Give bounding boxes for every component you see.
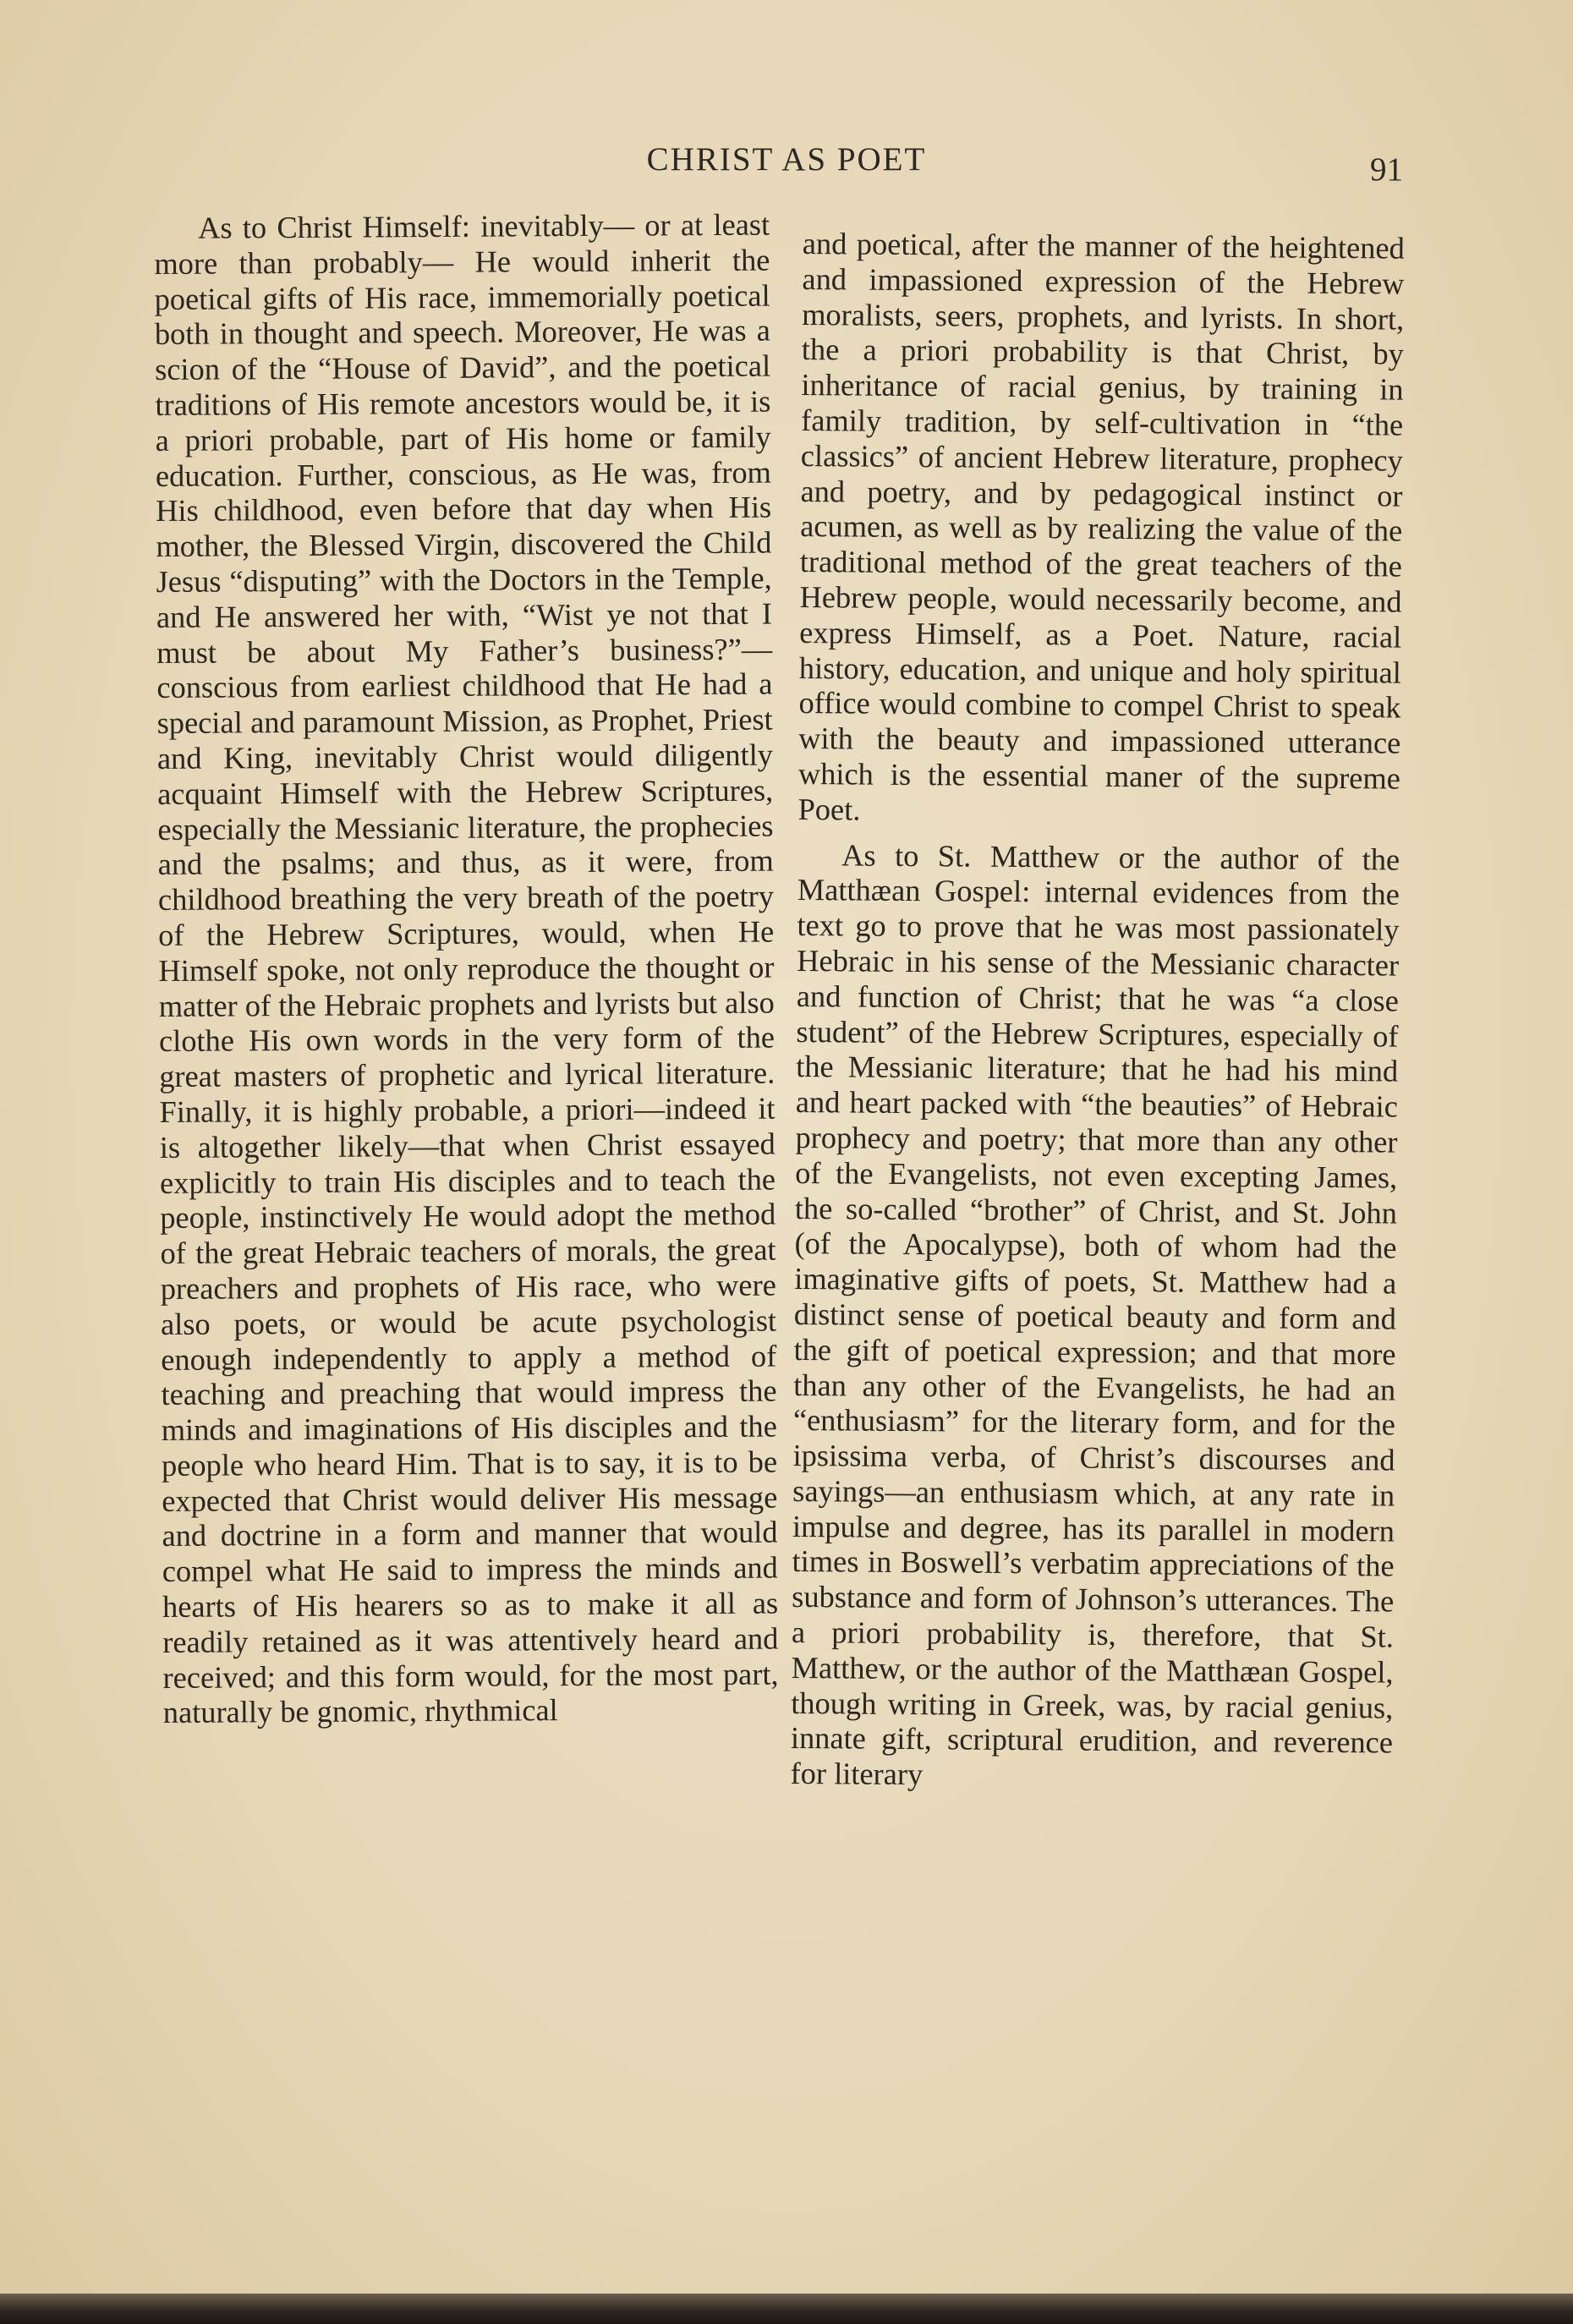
page-number: 91 — [1370, 151, 1403, 188]
left-paragraph-1: As to Christ Himself: inevitably— or at least more than probably— He would inherit the poetical gifts of His race, immemorially poetical both in thought and speech. Moreover, He was a scion of the “House of David”, and the poetical traditions of His remote ancestors would be, it is a priori probable, part of His home or family education. Further, conscious, as He was, from His childhood, even before that day when His mother, the Blessed Virgin, discovered the Child Jesus “disputing” with the Doctors in the Temple, and He answered her with, “Wist ye not that I must be about My Father’s business?”—conscious from earliest childhood that He had a special and paramount Mission, as Prophet, Priest and King, inevitably Christ would diligently acquaint Himself with the Hebrew Scriptures, especially the Messianic literature, the prophecies and the psalms; and thus, as it were, from childhood breathing the very breath of the poetry of the Hebrew Scriptures, would, when He Himself spoke, not only reproduce the thought or matter of the Hebraic prophets and lyrists but also clothe His own words in the very form of the great masters of prophetic and lyrical literature. Finally, it is highly probable, a priori—indeed it is altogether likely—that when Christ essayed explicitly to train His disciples and to teach the people, instinctively He would adopt the method of the great Hebraic teachers of morals, the great preachers and prophets of His race, who were also poets, or would be acute psychologist enough independently to apply a method of teaching and preaching that would impress the minds and imaginations of His disciples and the people who heard Him. That is to say, it is to be expected that Christ would deliver His message and doctrine in a form and manner that would compel what He said to impress the minds and hearts of His hearers so as to make it all as readily retained as it was attentively heard and received; and this form would, for the most part, naturally be gnomic, rhythmical — [154, 207, 779, 1730]
left-text-column — [154, 208, 779, 1732]
right-text-column — [790, 227, 1405, 1797]
page-bottom-edge — [0, 2294, 1573, 2324]
right-paragraph-1: and poetical, after the manner of the heightened and impassioned expression of the Hebrew moralists, seers, prophets, and lyrists. In short, the a priori probability is that Christ, by inheritance of racial genius, by training in family tradition, by self-cultivation in “the classics” of ancient Hebrew literature, prophecy and poetry, and by pedagogical instinct or acumen, as well as by realizing the value of the traditional method of the great teachers of the Hebrew people, would necessarily become, and express Himself, as a Poet. Nature, racial history, education, and unique and holy spiritual office would combine to compel Christ to speak with the beauty and impassioned utterance which is the essential maner of the supreme Poet. — [797, 227, 1405, 827]
right-paragraph-2: As to St. Matthew or the author of the Matthæan Gospel: internal evidences from the text go to prove that he was most passionately Hebraic in his sense of the Messianic character and function of Christ; that he was “a close student” of the Hebrew Scriptures, especially of the Messianic literature; that he had his mind and heart packed with “the beauties” of Hebraic prophecy and poetry; that more than any other of the Evangelists, not even excepting James, the so-called “brother” of Christ, and St. John (of the Apocalypse), both of whom had the imaginative gifts of poets, St. Matthew had a distinct sense of poetical beauty and form and the gift of poetical expression; and that more than any other of the Evangelists, he had an “enthusiasm” for the literary form, and for the ipsissima verba, of Christ’s discourses and sayings—an enthusiasm which, at any rate in impulse and degree, has its parallel in modern times in Boswell’s verbatim appreciations of the substance and form of Johnson’s utterances. The a priori probability is, therefore, that St. Matthew, or the author of the Matthæan Gospel, though writing in Greek, was, by racial genius, innate gift, scriptural erudition, and reverence for literary — [790, 837, 1400, 1792]
running-title: CHRIST AS POET — [646, 141, 927, 178]
